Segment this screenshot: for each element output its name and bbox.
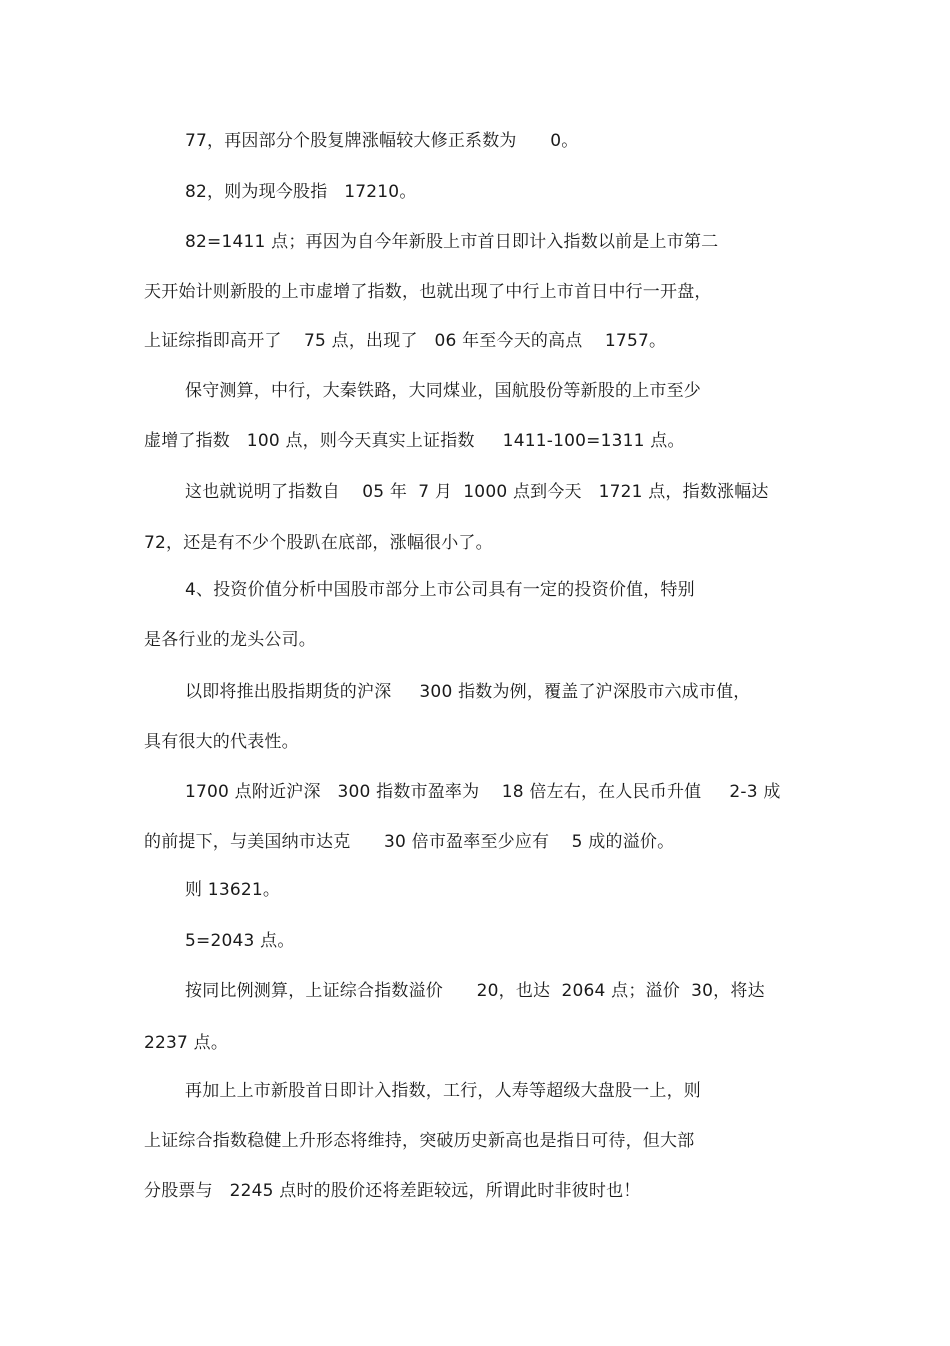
text-line-2: 82，则为现今股指 17210。 bbox=[185, 182, 417, 202]
text-line-12: 以即将推出股指期货的沪深 300 指数为例，覆盖了沪深股市六成市值， bbox=[185, 682, 751, 702]
text-line-6: 保守测算，中行，大秦铁路，大同煤业，国航股份等新股的上市至少 bbox=[185, 381, 701, 401]
text-line-17: 5=2043 点。 bbox=[185, 931, 295, 951]
text-line-15: 的前提下，与美国纳市达克 30 倍市盈率至少应有 5 成的溢价。 bbox=[144, 832, 675, 852]
text-line-19: 2237 点。 bbox=[144, 1033, 229, 1053]
text-line-13: 具有很大的代表性。 bbox=[144, 732, 299, 752]
text-line-8: 这也就说明了指数自 05 年 7 月 1000 点到今天 1721 点，指数涨幅达 bbox=[185, 482, 769, 502]
text-line-5: 上证综指即高开了 75 点，出现了 06 年至今天的高点 1757。 bbox=[144, 331, 667, 351]
text-line-20: 再加上上市新股首日即计入指数，工行，人寿等超级大盘股一上，则 bbox=[185, 1081, 701, 1101]
text-line-11: 是各行业的龙头公司。 bbox=[144, 630, 316, 650]
text-line-18: 按同比例测算，上证综合指数溢价 20，也达 2064 点；溢价 30，将达 bbox=[185, 981, 765, 1001]
text-line-4: 天开始计则新股的上市虚增了指数，也就出现了中行上市首日中行一开盘， bbox=[144, 282, 712, 302]
text-line-16: 则 13621。 bbox=[185, 880, 281, 900]
text-line-14: 1700 点附近沪深 300 指数市盈率为 18 倍左右，在人民币升值 2-3 成 bbox=[185, 782, 781, 802]
text-line-3: 82=1411 点；再因为自今年新股上市首日即计入指数以前是上市第二 bbox=[185, 232, 719, 252]
text-line-1: 77，再因部分个股复牌涨幅较大修正系数为 0。 bbox=[185, 131, 579, 151]
text-line-7: 虚增了指数 100 点，则今天真实上证指数 1411-100=1311 点。 bbox=[144, 431, 685, 451]
text-line-10: 4、投资价值分析中国股市部分上市公司具有一定的投资价值，特别 bbox=[185, 580, 695, 600]
text-line-21: 上证综合指数稳健上升形态将维持，突破历史新高也是指日可待，但大部 bbox=[144, 1131, 695, 1151]
text-line-22: 分股票与 2245 点时的股价还将差距较远，所谓此时非彼时也！ bbox=[144, 1181, 641, 1201]
text-line-9: 72，还是有不少个股趴在底部，涨幅很小了。 bbox=[144, 533, 493, 553]
